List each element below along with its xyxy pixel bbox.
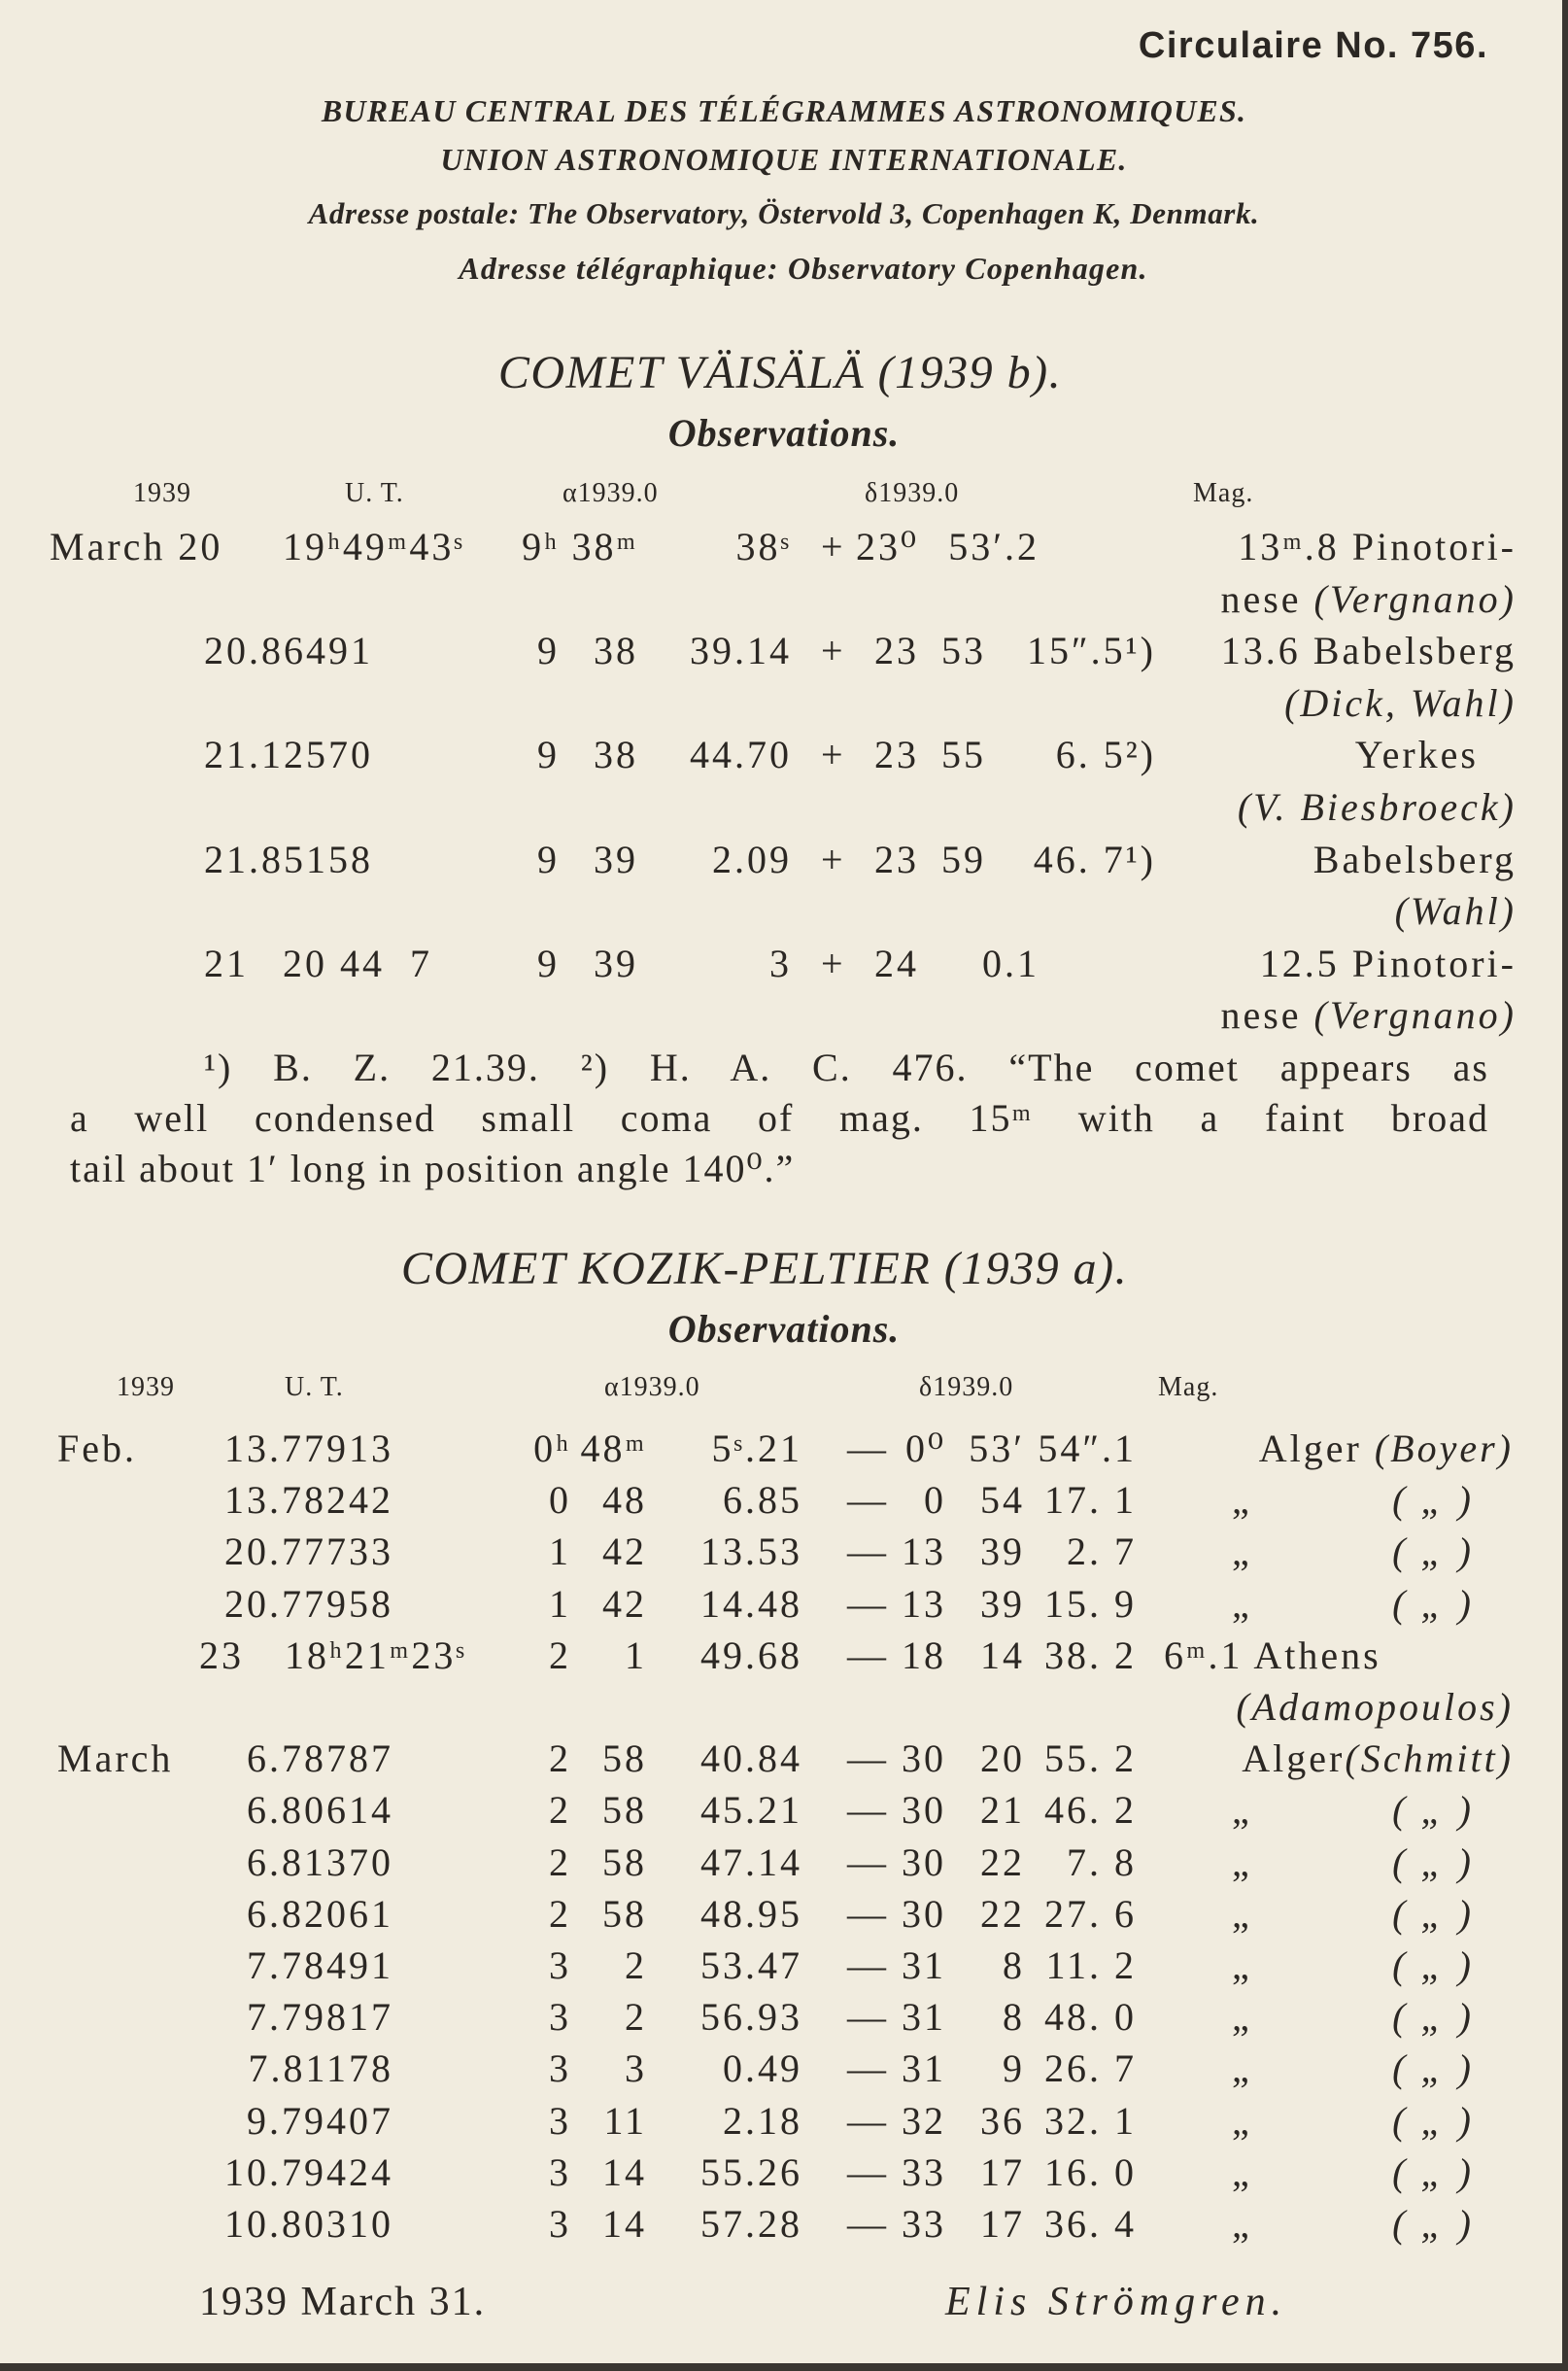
dec-degrees: 23⁰ [855, 525, 919, 568]
ut: 6.82061 [247, 1891, 393, 1936]
dec-sign: + [821, 941, 846, 985]
card-edge-bottom [0, 2363, 1568, 2371]
ditto-observer: ( „ ) [1392, 1529, 1474, 1574]
dec-seconds: 17. 1 [1044, 1478, 1137, 1523]
dec-sign: — [847, 1736, 889, 1781]
date: March [57, 1736, 174, 1781]
dec-sign: — [847, 1839, 889, 1884]
comet2-subtitle: Observations. [667, 1307, 901, 1351]
observer-line [1220, 991, 1517, 1040]
ra-hours: 1 [549, 1529, 571, 1574]
ut-time: 18ʰ21ᵐ23ˢ [285, 1632, 467, 1677]
ditto-observer: ( „ ) [1392, 2098, 1474, 2143]
observatory: Alger [1258, 1426, 1375, 1470]
ra-hours: 3 [549, 1943, 571, 1987]
ut-time: 19ʰ49ᵐ43ˢ [283, 525, 465, 568]
dec-sign: + [821, 629, 846, 673]
ut: 21.85158 [204, 837, 373, 881]
ditto-observer: ( „ ) [1392, 1478, 1474, 1523]
dec-minutes: 0.1 [982, 941, 1040, 985]
comet1-col-ra: α1939.0 [562, 478, 659, 508]
dec-minutes: 53 [941, 629, 986, 673]
ra-seconds: 44.70 [690, 733, 792, 777]
ut: 6.81370 [247, 1839, 393, 1884]
dec-sign: — [847, 1891, 889, 1936]
union-name: UNION ASTRONOMIQUE INTERNATIONALE. [440, 142, 1128, 177]
dec-seconds: 32. 1 [1044, 2098, 1137, 2143]
dec-sign: — [847, 2149, 889, 2194]
comet1-col-year: 1939 [133, 478, 191, 508]
ditto-observer: ( „ ) [1392, 1943, 1474, 1987]
ditto-observer: ( „ ) [1392, 1995, 1474, 2040]
ra-minutes: 2 [625, 1995, 647, 2040]
dec-minutes: 54 [980, 1478, 1025, 1523]
ra-seconds: 56.93 [700, 1995, 802, 2040]
dec-minutes: 8 [1003, 1943, 1025, 1987]
ra-minutes: 39 [594, 837, 638, 881]
dec-seconds: 6. 5²) [1055, 733, 1156, 777]
ut-day: 23 [199, 1632, 244, 1677]
ut: 7.79817 [247, 1995, 393, 2040]
ra-seconds: 55.26 [700, 2149, 802, 2194]
dec-degrees: 33 [902, 2149, 946, 2194]
ra-hours: 2 [549, 1891, 571, 1936]
ra-hours: 1 [549, 1581, 571, 1626]
ditto-observatory: „ [1232, 1478, 1252, 1523]
dec-minutes: 17 [980, 2149, 1025, 2194]
dec-degrees: 30 [902, 1736, 946, 1781]
postal-address: Adresse postale: The Observatory, Östervold 3, Copenhagen K, Denmark. [308, 196, 1260, 230]
dec-minutes: 39 [980, 1581, 1025, 1626]
ra-seconds: 45.21 [700, 1788, 802, 1833]
ditto-observer: ( „ ) [1392, 1839, 1474, 1884]
ra-seconds: 57.28 [700, 2202, 802, 2246]
ra-hours: 3 [549, 2046, 571, 2091]
ra-hours: 9 [537, 941, 560, 985]
ditto-observer: ( „ ) [1392, 2046, 1474, 2091]
observatory: Alger [1242, 1736, 1346, 1781]
magnitude-observatory [1313, 836, 1517, 884]
dec-degrees: 23 [874, 837, 919, 881]
dec-sign: — [847, 1995, 889, 2040]
comet2-col-ut: U. T. [285, 1372, 344, 1402]
ra-minutes: 3 [625, 2046, 647, 2091]
ra-seconds: 6.85 [723, 1478, 802, 1523]
ra-hours: 3 [549, 1995, 571, 2040]
magnitude-observatory [1164, 1632, 1381, 1680]
dec-sign: — [847, 1529, 889, 1574]
comet1-col-dec: δ1939.0 [865, 478, 960, 508]
ra-hours: 9 [537, 733, 560, 777]
comet2-col-mag: Mag. [1158, 1372, 1219, 1402]
dec-minutes: 22 [980, 1891, 1025, 1936]
observatory: Yerkes [1354, 733, 1517, 777]
observer-line [1220, 575, 1517, 624]
ra-seconds: 0.49 [723, 2046, 802, 2091]
ra-hours: 0ʰ [533, 1426, 571, 1470]
dec-sign: — [847, 2202, 889, 2246]
ra-seconds: 3 [769, 941, 792, 985]
ra-seconds: 38ˢ [735, 525, 792, 568]
ra-hours: 2 [549, 1839, 571, 1884]
observer: (Schmitt) [1345, 1736, 1514, 1781]
dec-degrees: 23 [874, 733, 919, 777]
ra-minutes: 58 [602, 1839, 647, 1884]
dec-degrees: 24 [874, 941, 919, 985]
ditto-observatory: „ [1232, 2098, 1252, 2143]
ditto-observatory: „ [1232, 1891, 1252, 1936]
ut: 6.80614 [247, 1788, 393, 1833]
ut: 20.86491 [204, 629, 373, 673]
ra-seconds: 40.84 [700, 1736, 802, 1781]
ra-hours: 9 [537, 629, 560, 673]
date: March 20 [50, 525, 223, 568]
dec-seconds: 15. 9 [1044, 1581, 1137, 1626]
dec-seconds: 55. 2 [1044, 1736, 1137, 1781]
issue-date: 1939 March 31. [199, 2280, 487, 2324]
dec-degrees: 18 [902, 1632, 946, 1677]
observer: (V. Biesbroeck) [1237, 785, 1517, 829]
dec-minutes: 9 [1003, 2046, 1025, 2091]
observatory-observer [1242, 1735, 1514, 1783]
dec-seconds: 46. 7¹) [1033, 837, 1156, 881]
dec-seconds: 7. 8 [1067, 1839, 1137, 1884]
dec-degrees: 30 [902, 1788, 946, 1833]
bureau-name: BUREAU CENTRAL DES TÉLÉGRAMMES ASTRONOMIQUES. [321, 93, 1247, 128]
dec-seconds: 26. 7 [1044, 2046, 1137, 2091]
ut: 13.77913 [224, 1426, 393, 1470]
ra-hours: 2 [549, 1632, 571, 1677]
dec-minutes: 8 [1003, 1995, 1025, 2040]
signature: Elis Strömgren. [945, 2280, 1288, 2324]
ditto-observer: ( „ ) [1392, 2149, 1474, 2194]
ra-minutes: 38 [594, 733, 638, 777]
observer: (Boyer) [1374, 1426, 1514, 1470]
ditto-observatory: „ [1232, 2149, 1252, 2194]
ditto-observatory: „ [1232, 1788, 1252, 1833]
dec-minutes: 53′.2 [948, 525, 1040, 568]
ut: 20.77958 [224, 1581, 393, 1626]
dec-degrees: 23 [874, 629, 919, 673]
note-line: ¹) B. Z. 21.39. ²) H. A. C. 476. “The comet appears as [204, 1046, 1489, 1089]
dec-degrees: 0 [924, 1478, 946, 1523]
magnitude-observatory [1221, 627, 1517, 675]
ra-minutes: 48ᵐ [580, 1426, 647, 1470]
note-line: tail about 1′ long in position angle 140⁰.” [70, 1147, 796, 1190]
ditto-observatory: „ [1232, 1995, 1252, 2040]
note-line: a well condensed small coma of mag. 15ᵐ with a faint broad [70, 1096, 1489, 1140]
dec-minutes: 53′ [969, 1426, 1025, 1470]
dec-degrees: 31 [902, 1943, 946, 1987]
dec-sign: + [821, 733, 846, 777]
ra-minutes: 14 [602, 2202, 647, 2246]
dec-seconds: 2. 7 [1067, 1529, 1137, 1574]
comet1-title: COMET VÄISÄLÄ (1939 b). [497, 347, 1063, 398]
ra-minutes: 11 [603, 2098, 647, 2143]
observer: (Dick, Wahl) [1284, 680, 1517, 725]
ut: 10.79424 [224, 2149, 393, 2194]
dec-sign: — [847, 1788, 889, 1833]
magnitude-observatory [1260, 940, 1517, 988]
ra-minutes: 38ᵐ [571, 525, 638, 568]
ditto-observatory: „ [1232, 1581, 1252, 1626]
dec-minutes: 14 [980, 1632, 1025, 1677]
ditto-observatory: „ [1232, 1839, 1252, 1884]
observer-line [1236, 1683, 1514, 1732]
ra-minutes: 58 [602, 1891, 647, 1936]
comet2-col-ra: α1939.0 [604, 1372, 700, 1402]
ra-seconds: 39.14 [690, 629, 792, 673]
telegraphic-address: Adresse télégraphique: Observatory Copenhagen. [459, 251, 1148, 286]
ditto-observatory: „ [1232, 1529, 1252, 1574]
dec-degrees: 32 [902, 2098, 946, 2143]
ut: 10.80310 [224, 2202, 393, 2246]
observer-line [1284, 679, 1517, 728]
ra-seconds: 2.09 [712, 837, 792, 881]
dec-minutes: 59 [941, 837, 986, 881]
observatory: 12.5 Pinotori- [1259, 941, 1517, 985]
dec-minutes: 22 [980, 1839, 1025, 1884]
comet2-col-dec: δ1939.0 [919, 1372, 1014, 1402]
observatory: nese [1220, 576, 1314, 621]
dec-sign: + [821, 525, 846, 568]
dec-minutes: 21 [980, 1788, 1025, 1833]
ut: 13.78242 [224, 1478, 393, 1523]
observer: (Vergnano) [1313, 576, 1517, 621]
magnitude-observatory [1355, 731, 1517, 779]
dec-sign: — [847, 1632, 889, 1677]
ditto-observer: ( „ ) [1392, 1891, 1474, 1936]
dec-sign: — [847, 1943, 889, 1987]
ra-minutes: 42 [602, 1529, 647, 1574]
dec-minutes: 55 [941, 733, 986, 777]
dec-minutes: 39 [980, 1529, 1025, 1574]
comet2-col-year: 1939 [117, 1372, 175, 1402]
dec-sign: — [847, 2046, 889, 2091]
ra-seconds: 13.53 [700, 1529, 802, 1574]
dec-seconds: 16. 0 [1044, 2149, 1137, 2194]
dec-seconds: 11. 2 [1045, 1943, 1137, 1987]
observatory: nese [1220, 993, 1314, 1038]
ra-minutes: 58 [602, 1788, 647, 1833]
dec-degrees: 0⁰ [904, 1426, 946, 1470]
ra-hours: 3 [549, 2098, 571, 2143]
ra-hours: 3 [549, 2149, 571, 2194]
dec-degrees: 31 [902, 2046, 946, 2091]
ra-hours: 9ʰ [522, 525, 560, 568]
ra-seconds: 5ˢ.21 [711, 1426, 802, 1470]
ut: 7.78491 [247, 1943, 393, 1987]
ut: 9.79407 [247, 2098, 393, 2143]
dec-sign: — [847, 2098, 889, 2143]
ditto-observer: ( „ ) [1392, 1581, 1474, 1626]
dec-degrees: 30 [902, 1891, 946, 1936]
comet1-col-ut: U. T. [345, 478, 404, 508]
ra-hours: 9 [537, 837, 560, 881]
ditto-observatory: „ [1232, 1943, 1252, 1987]
ut-time: 20 44 7 [283, 941, 432, 985]
observer-line [1395, 887, 1517, 936]
dec-seconds: 15″.5¹) [1027, 629, 1156, 673]
dec-degrees: 30 [902, 1839, 946, 1884]
dec-degrees: 33 [902, 2202, 946, 2246]
ra-minutes: 42 [602, 1581, 647, 1626]
dec-seconds: 46. 2 [1044, 1788, 1137, 1833]
dec-minutes: 17 [980, 2202, 1025, 2246]
dec-sign: — [847, 1426, 889, 1470]
dec-minutes: 20 [980, 1736, 1025, 1781]
observatory: 13ᵐ.8 Pinotori- [1238, 525, 1517, 568]
ra-seconds: 14.48 [700, 1581, 802, 1626]
ra-seconds: 47.14 [700, 1839, 802, 1884]
ra-hours: 3 [549, 2202, 571, 2246]
ra-hours: 2 [549, 1788, 571, 1833]
ra-minutes: 2 [625, 1943, 647, 1987]
ditto-observer: ( „ ) [1392, 1788, 1474, 1833]
dec-seconds: 36. 4 [1044, 2202, 1137, 2246]
dec-seconds: 38. 2 [1044, 1632, 1137, 1677]
dec-sign: — [847, 1581, 889, 1626]
ditto-observatory: „ [1232, 2202, 1252, 2246]
observatory: 13.6 Babelsberg [1220, 629, 1517, 673]
observatory: Babelsberg [1312, 837, 1517, 881]
magnitude-observatory [1238, 523, 1517, 571]
ra-hours: 2 [549, 1736, 571, 1781]
observer-line [1238, 783, 1517, 832]
comet2-title: COMET KOZIK-PELTIER (1939 a). [400, 1243, 1129, 1294]
ut: 21 [204, 941, 249, 985]
ra-minutes: 39 [594, 941, 638, 985]
dec-degrees: 13 [902, 1581, 946, 1626]
ra-minutes: 48 [602, 1478, 647, 1523]
ra-seconds: 53.47 [700, 1943, 802, 1987]
ditto-observatory: „ [1232, 2046, 1252, 2091]
dec-seconds: 48. 0 [1044, 1995, 1137, 2040]
ra-minutes: 58 [602, 1736, 647, 1781]
observer: (Adamopoulos) [1236, 1685, 1514, 1729]
ra-seconds: 49.68 [700, 1632, 802, 1677]
ra-seconds: 48.95 [700, 1891, 802, 1936]
dec-sign: — [847, 1478, 889, 1523]
date: Feb. [57, 1426, 137, 1470]
ut: 7.81178 [248, 2046, 393, 2091]
ra-seconds: 2.18 [723, 2098, 802, 2143]
ut: 20.77733 [224, 1529, 393, 1574]
circular-number: Circulaire No. 756. [1138, 25, 1488, 66]
ra-minutes: 38 [594, 629, 638, 673]
ra-hours: 0 [549, 1478, 571, 1523]
ra-minutes: 14 [602, 2149, 647, 2194]
dec-seconds: 27. 6 [1044, 1891, 1137, 1936]
dec-minutes: 36 [980, 2098, 1025, 2143]
dec-sign: + [821, 837, 846, 881]
observer: (Vergnano) [1313, 993, 1517, 1038]
dec-degrees: 13 [902, 1529, 946, 1574]
dec-degrees: 31 [902, 1995, 946, 2040]
dec-seconds: 54″.1 [1038, 1426, 1137, 1470]
comet1-subtitle: Observations. [667, 411, 901, 455]
ra-minutes: 1 [625, 1632, 647, 1677]
observatory-observer [1259, 1425, 1514, 1473]
observatory: 6ᵐ.1 Athens [1164, 1632, 1381, 1677]
ut: 6.78787 [247, 1736, 393, 1781]
observer: (Wahl) [1394, 889, 1517, 934]
ditto-observer: ( „ ) [1392, 2202, 1474, 2246]
ut: 21.12570 [204, 733, 373, 777]
comet1-col-mag: Mag. [1193, 478, 1254, 508]
